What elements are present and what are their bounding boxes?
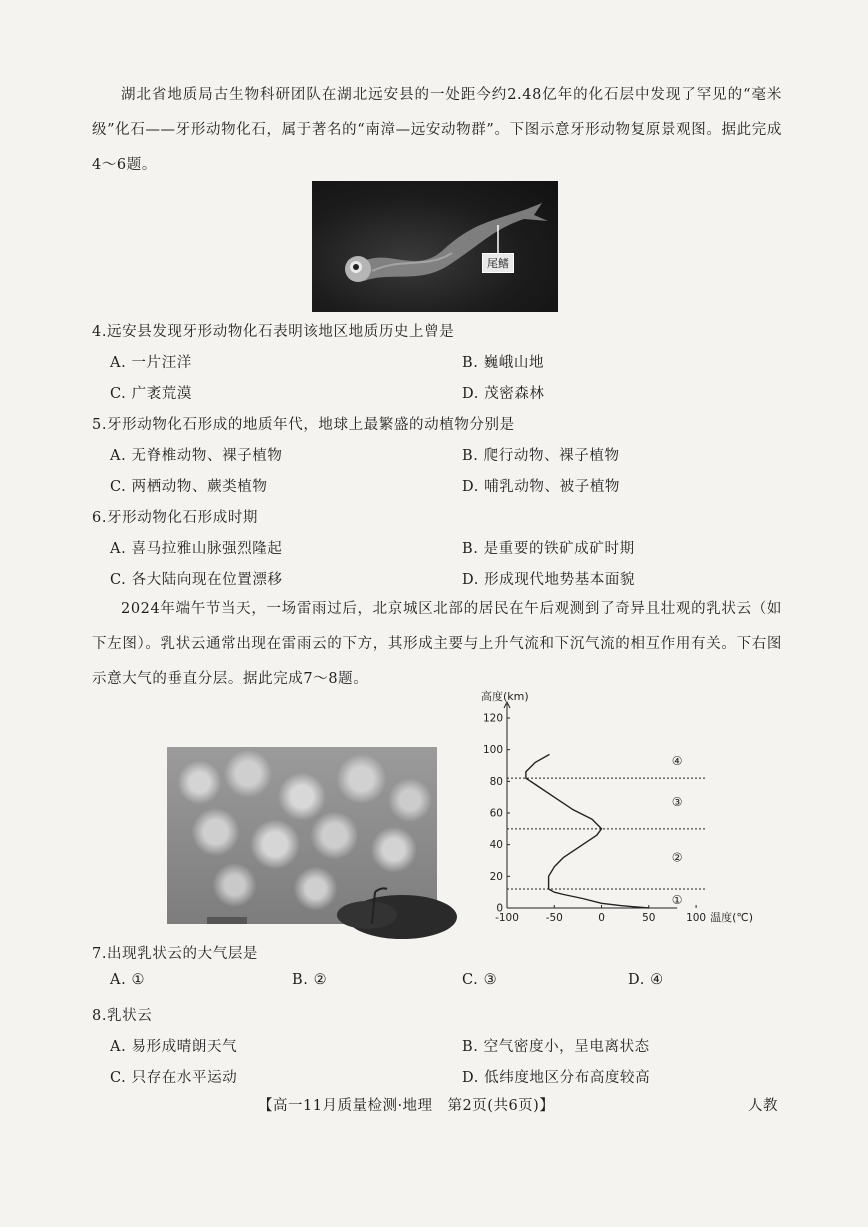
y-tick-label: 40 [489, 839, 503, 852]
q4-option-c: C. 广袤荒漠 [110, 386, 192, 402]
x-tick-label: -100 [495, 912, 519, 924]
y-tick-label: 100 [482, 744, 503, 757]
x-tick-label: 50 [642, 912, 656, 924]
passage-fossil: 湖北省地质局古生物科研团队在湖北远安县的一处距今约2.48亿年的化石层中发现了罕见的“毫米级”化石——牙形动物化石，属于著名的“南漳—远安动物群”。下图示意牙形动物复原景观图。据此完成4～6题。 [92, 87, 782, 173]
temperature-curve [526, 754, 649, 908]
q7-option-c: C. ③ [462, 972, 498, 988]
layer-label: ④ [671, 753, 683, 768]
q6-option-c: C. 各大陆向现在位置漂移 [110, 572, 283, 588]
question-4-stem: 4.远安县发现牙形动物化石表明该地区地质历史上曾是 [92, 324, 455, 340]
y-tick-label: 20 [489, 870, 503, 883]
x-tick-label: -50 [545, 912, 563, 924]
y-axis-title: 高度(km) [481, 690, 529, 703]
mammatus-cloud-photo [167, 747, 437, 924]
cloud-photo-foreground [167, 747, 437, 924]
fish-restoration-photo [312, 181, 558, 312]
q7-option-b: B. ② [292, 972, 328, 988]
layer-label: ② [671, 850, 683, 865]
q8-option-c: C. 只存在水平运动 [110, 1070, 238, 1086]
y-tick-label: 60 [489, 807, 503, 820]
q5-option-d: D. 哺乳动物、被子植物 [462, 479, 621, 495]
question-7-stem: 7.出现乳状云的大气层是 [92, 946, 259, 962]
q5-option-c: C. 两栖动物、蕨类植物 [110, 479, 268, 495]
q8-option-a: A. 易形成晴朗天气 [110, 1039, 238, 1055]
q4-option-b: B. 巍峨山地 [462, 355, 545, 371]
q6-option-d: D. 形成现代地势基本面貌 [462, 572, 636, 588]
q8-option-b: B. 空气密度小，呈电离状态 [462, 1039, 650, 1055]
question-6-stem: 6.牙形动物化石形成时期 [92, 510, 259, 526]
atmosphere-layers-chart [475, 684, 754, 924]
y-tick-label: 120 [482, 712, 503, 725]
question-8-stem: 8.乳状云 [92, 1008, 153, 1024]
q5-option-b: B. 爬行动物、裸子植物 [462, 448, 620, 464]
q7-option-a: A. ① [110, 972, 146, 988]
q8-option-d: D. 低纬度地区分布高度较高 [462, 1070, 651, 1086]
q7-option-d: D. ④ [628, 972, 664, 988]
y-tick-label: 80 [489, 775, 503, 788]
q6-option-a: A. 喜马拉雅山脉强烈隆起 [110, 541, 283, 557]
passage-mammatus: 2024年端午节当天，一场雷雨过后，北京城区北部的居民在午后观测到了奇异且壮观的乳状云（如下左图）。乳状云通常出现在雷雨云的下方，其形成主要与上升气流和下沉气流的相互作用有关。下右图示意大气的垂直分层。据此完成7～8题。 [92, 601, 782, 687]
q6-option-b: B. 是重要的铁矿成矿时期 [462, 541, 635, 557]
fish-illustration [312, 181, 558, 312]
q5-option-a: A. 无脊椎动物、裸子植物 [110, 448, 283, 464]
y-tick-label: 0 [496, 902, 503, 915]
x-tick-label: 100 [686, 912, 707, 924]
q4-option-a: A. 一片汪洋 [110, 355, 192, 371]
q4-option-d: D. 茂密森林 [462, 386, 545, 402]
layer-label: ③ [671, 794, 683, 809]
footer-page-info: 【高一11月质量检测·地理 第2页(共6页)】 [258, 1098, 555, 1114]
question-5-stem: 5.牙形动物化石形成的地质年代，地球上最繁盛的动植物分别是 [92, 417, 515, 433]
layer-label: ① [671, 893, 683, 908]
tail-fin-label: 尾鳍 [482, 253, 514, 273]
x-tick-label: 0 [598, 912, 605, 924]
footer-edition: 人教 [748, 1098, 778, 1114]
x-axis-title: 温度(℃) [710, 911, 754, 924]
